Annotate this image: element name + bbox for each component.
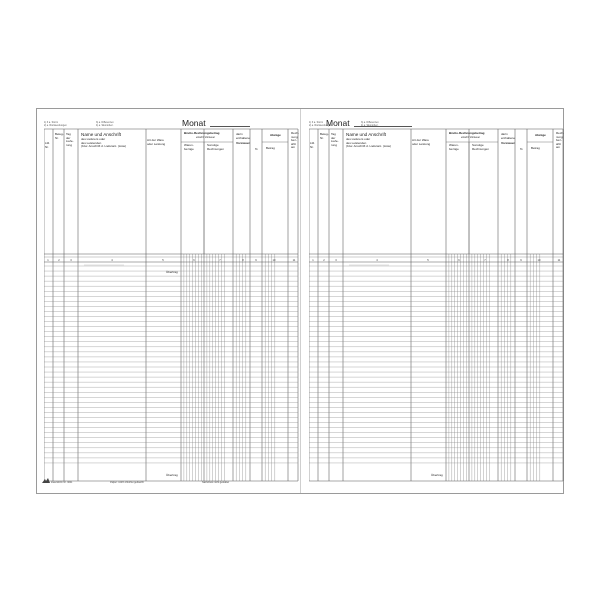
column-number: 6 bbox=[458, 259, 460, 262]
header-rechnung: Rech- nung bez- ahlt am bbox=[291, 131, 300, 150]
header-tag: Tag der Liefe- rung bbox=[331, 132, 339, 147]
note-line: 4) a. Skontobez. bbox=[96, 124, 114, 127]
header-darin: darin enthaltene bbox=[236, 132, 251, 140]
column-number: 9 bbox=[520, 259, 522, 262]
header-betrag: Betrag bbox=[266, 146, 275, 150]
ledger-sheet bbox=[36, 108, 564, 494]
footer-copyright: Nachdruck nicht gestattet bbox=[202, 481, 229, 484]
header-art: Art der Ware oder Leistung bbox=[147, 138, 166, 146]
column-number: 10 bbox=[272, 259, 276, 262]
header-name-lines: des Lieferers oder des Leistenden (bzw. Anschrift d. Lieferant. (Liste) bbox=[81, 137, 127, 149]
header-darin: darin enthaltene bbox=[501, 132, 516, 140]
column-number: 3 bbox=[70, 259, 72, 262]
month-label: Monat bbox=[182, 118, 206, 128]
ledger-grid-lines bbox=[309, 109, 564, 493]
column-number: 5 bbox=[162, 259, 164, 262]
column-number: 4 bbox=[376, 259, 378, 262]
header-brutto: Brutto-Rechnungsbetrag bbox=[184, 131, 220, 135]
column-number: 7 bbox=[219, 259, 221, 262]
column-number: 8 bbox=[242, 259, 244, 262]
column-number: 9 bbox=[255, 259, 257, 262]
header-lfd: Lfd. Nr. bbox=[310, 141, 316, 149]
header-waren: Waren- bezüge bbox=[449, 143, 459, 151]
header-abzuege: Abzüge bbox=[535, 133, 546, 137]
note-line: 2) a. Rücksendungen bbox=[44, 124, 67, 127]
column-number: 2 bbox=[323, 259, 325, 262]
header-betrag: Betrag bbox=[531, 146, 540, 150]
note-line: 4) a. Skontobez. bbox=[361, 124, 379, 127]
header-art: Art der Ware oder Leistung bbox=[412, 138, 431, 146]
note-line: 1) Σ a. Storni bbox=[309, 121, 323, 124]
zweckform-logo-icon bbox=[42, 478, 50, 484]
ledger-grid bbox=[309, 109, 564, 493]
header-waren: Waren- bezüge bbox=[184, 143, 194, 151]
column-number: 4 bbox=[111, 259, 113, 262]
header-brutto-sub: einschl. Vorsteuer bbox=[461, 136, 481, 139]
ledger-grid-lines bbox=[44, 109, 299, 493]
column-number: 11 bbox=[292, 259, 296, 262]
column-number: 8 bbox=[507, 259, 509, 262]
column-number: 3 bbox=[335, 259, 337, 262]
column-number: 1 bbox=[312, 259, 314, 262]
left-page bbox=[44, 109, 299, 493]
note-line: 2) a. Rücksendungen bbox=[309, 124, 332, 127]
uebertrag-bottom: Übertrag bbox=[166, 473, 178, 477]
header-beleg: Beleg- Nr. bbox=[55, 132, 64, 140]
column-number: 5 bbox=[427, 259, 429, 262]
header-brutto: Brutto-Rechnungsbetrag bbox=[449, 131, 485, 135]
header-pct: % bbox=[255, 147, 258, 151]
uebertrag-bottom: Übertrag bbox=[431, 473, 443, 477]
column-number: 10 bbox=[537, 259, 541, 262]
header-sonstige: Sonstige Rechnungen bbox=[472, 143, 490, 151]
header-pct: % bbox=[520, 147, 523, 151]
header-brutto-sub: einschl. Vorsteuer bbox=[196, 136, 216, 139]
column-number: 11 bbox=[557, 259, 561, 262]
book-spine bbox=[300, 109, 301, 493]
column-number: 1 bbox=[47, 259, 49, 262]
month-label: Monat bbox=[326, 118, 350, 128]
header-rechnung: Rech- nung bez- ahlt am bbox=[556, 131, 565, 150]
header-abzuege: Abzüge bbox=[270, 133, 281, 137]
column-number: 7 bbox=[484, 259, 486, 262]
footer-paper-note: Papier: 100% chlorfrei gebleicht bbox=[110, 481, 144, 484]
footer-form-number: Zweckform Nr. 3001 bbox=[51, 481, 73, 484]
right-page bbox=[309, 109, 564, 493]
header-beleg: Beleg- Nr. bbox=[320, 132, 329, 140]
note-line: 3) a. Differenzen bbox=[361, 121, 379, 124]
header-vorsteuer: Vorsteuer bbox=[236, 141, 250, 145]
header-name-title: Name und Anschrift bbox=[81, 132, 122, 137]
column-number: 2 bbox=[58, 259, 60, 262]
uebertrag-top: Übertrag bbox=[166, 270, 178, 274]
note-line: 1) Σ a. Storni bbox=[44, 121, 58, 124]
header-name-lines: des Lieferers oder des Leistenden (bzw. Anschrift d. Lieferant. (Liste) bbox=[346, 137, 392, 149]
note-line: 3) a. Differenzen bbox=[96, 121, 114, 124]
column-number: 6 bbox=[193, 259, 195, 262]
header-vorsteuer: Vorsteuer bbox=[501, 141, 515, 145]
header-sonstige: Sonstige Rechnungen bbox=[207, 143, 225, 151]
header-name-title: Name und Anschrift bbox=[346, 132, 387, 137]
header-lfd: Lfd. Nr. bbox=[45, 141, 51, 149]
header-tag: Tag der Liefe- rung bbox=[66, 132, 74, 147]
ledger-grid bbox=[44, 109, 299, 493]
